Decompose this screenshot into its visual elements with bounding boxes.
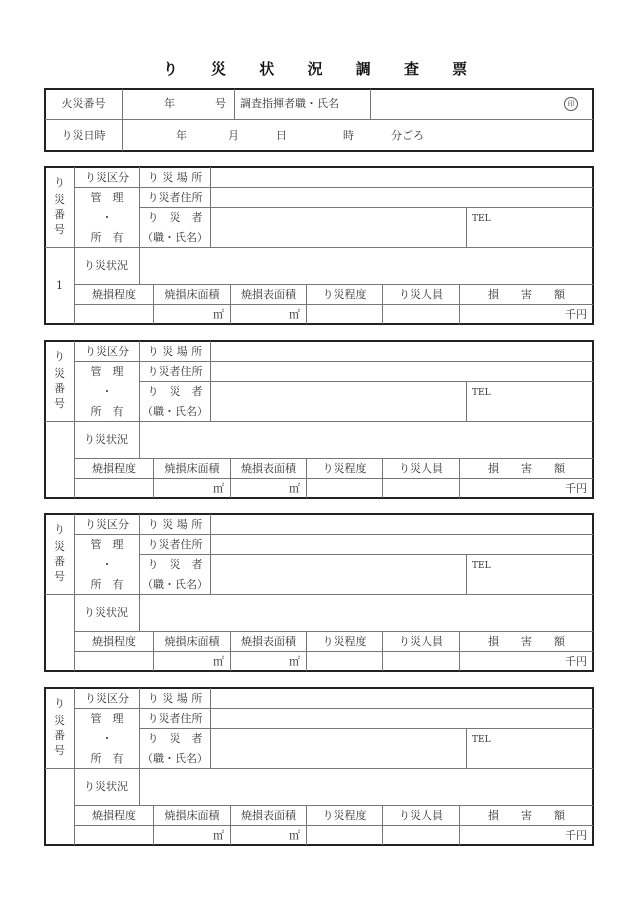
victim-label: り 災 者: [147, 211, 203, 224]
victim-field[interactable]: [211, 729, 466, 768]
situation-field[interactable]: [140, 595, 593, 631]
situation-label: り災状況: [84, 259, 128, 272]
victim-sub-label: （職・氏名）: [142, 578, 208, 591]
unit-m2: ㎡: [289, 308, 300, 321]
col-floor-area: 焼損床面積: [164, 462, 220, 475]
tel-field[interactable]: [467, 555, 593, 594]
tel-label: TEL: [472, 214, 491, 224]
page-title: り 災 状 況 調 査 票: [162, 60, 482, 78]
category-label: り災区分: [85, 692, 129, 705]
tel-field[interactable]: [467, 382, 593, 421]
side-title-char: り: [54, 523, 65, 536]
casualties-field[interactable]: [383, 826, 459, 845]
col-casualties: り災人員: [399, 288, 443, 301]
situation-label: り災状況: [84, 780, 128, 793]
unit-m2: ㎡: [213, 829, 224, 842]
victim-field[interactable]: [211, 382, 466, 421]
unit-m2: ㎡: [213, 655, 224, 668]
situation-field[interactable]: [140, 769, 593, 805]
address-label: り災者住所: [147, 712, 203, 725]
col-burn-degree: 焼損程度: [92, 462, 136, 475]
category-label: り災区分: [85, 518, 129, 531]
damage-degree-field[interactable]: [307, 652, 382, 671]
address-field[interactable]: [211, 709, 593, 728]
situation-label: り災状況: [84, 433, 128, 446]
col-burn-degree: 焼損程度: [92, 809, 136, 822]
category-label: り災区分: [85, 345, 129, 358]
col-surface-area: 焼損表面積: [241, 288, 296, 301]
location-field[interactable]: [211, 688, 593, 708]
dt-month: 月: [228, 129, 239, 142]
col-damage-amount: 損 害 額: [488, 462, 565, 475]
situation-field[interactable]: [140, 248, 593, 284]
unit-kyen: 千円: [565, 482, 587, 495]
col-casualties: り災人員: [399, 809, 443, 822]
address-field[interactable]: [211, 535, 593, 554]
disaster-datetime-label: り災日時: [61, 129, 106, 142]
unit-kyen: 千円: [565, 308, 587, 321]
damage-degree-field[interactable]: [307, 479, 382, 498]
side-title-char: り: [54, 176, 65, 189]
dt-year: 年: [176, 129, 187, 142]
side-title-char: 災: [54, 714, 65, 727]
tel-label: TEL: [472, 561, 491, 571]
unit-kyen: 千円: [565, 655, 587, 668]
divider: [234, 89, 235, 119]
side-title-char: 災: [54, 367, 65, 380]
col-damage-degree: り災程度: [322, 809, 367, 822]
record-block: [0, 687, 630, 847]
side-title-char: 号: [54, 397, 65, 410]
col-casualties: り災人員: [399, 635, 443, 648]
unit-kyen: 千円: [565, 829, 587, 842]
location-label: り 災 場 所: [147, 345, 203, 358]
side-title-char: り: [54, 350, 65, 363]
number-suffix: 号: [215, 97, 226, 110]
location-label: り 災 場 所: [147, 171, 203, 184]
tel-field[interactable]: [467, 208, 593, 247]
disaster-datetime-field[interactable]: [123, 120, 593, 151]
side-title-char: 番: [54, 555, 65, 568]
col-surface-area: 焼損表面積: [241, 462, 296, 475]
side-title-char: 号: [54, 223, 65, 236]
investigator-label: 調査指揮者職・氏名: [240, 97, 339, 110]
dt-day: 日: [276, 129, 287, 142]
investigator-field[interactable]: [371, 89, 561, 119]
divider: [74, 805, 593, 806]
col-damage-degree: り災程度: [322, 288, 367, 301]
col-floor-area: 焼損床面積: [164, 635, 220, 648]
dot-label: ・: [101, 558, 113, 571]
dot-label: ・: [101, 385, 113, 398]
ownership-label: 所 有: [90, 752, 124, 765]
side-title-char: 番: [54, 729, 65, 742]
ownership-label: 所 有: [90, 231, 124, 244]
col-damage-degree: り災程度: [322, 635, 367, 648]
side-title-char: 災: [54, 193, 65, 206]
record-block: [0, 340, 630, 500]
seal-icon: 印: [564, 97, 578, 111]
record-block: [0, 513, 630, 673]
dot-label: ・: [101, 211, 113, 224]
address-field[interactable]: [211, 362, 593, 381]
side-title-char: 号: [54, 744, 65, 757]
victim-label: り 災 者: [147, 385, 203, 398]
unit-m2: ㎡: [213, 308, 224, 321]
record-block: [0, 166, 630, 326]
side-title-char: 号: [54, 570, 65, 583]
situation-field[interactable]: [140, 422, 593, 458]
col-casualties: り災人員: [399, 462, 443, 475]
management-label: 管 理: [90, 191, 124, 204]
dt-hour: 時: [343, 129, 354, 142]
management-label: 管 理: [90, 365, 124, 378]
address-field[interactable]: [211, 188, 593, 207]
location-field[interactable]: [211, 514, 593, 534]
tel-label: TEL: [472, 388, 491, 398]
address-label: り災者住所: [147, 365, 203, 378]
col-damage-amount: 損 害 額: [488, 288, 565, 301]
management-label: 管 理: [90, 712, 124, 725]
unit-m2: ㎡: [289, 655, 300, 668]
fire-number-label: 火災番号: [61, 97, 106, 110]
location-label: り 災 場 所: [147, 692, 203, 705]
victim-label: り 災 者: [147, 732, 203, 745]
ownership-label: 所 有: [90, 405, 124, 418]
burn-degree-field[interactable]: [75, 305, 153, 324]
casualties-field[interactable]: [383, 652, 459, 671]
address-label: り災者住所: [147, 538, 203, 551]
victim-sub-label: （職・氏名）: [142, 752, 208, 765]
category-label: り災区分: [85, 171, 129, 184]
unit-m2: ㎡: [289, 829, 300, 842]
side-title-char: り: [54, 697, 65, 710]
casualties-field[interactable]: [383, 479, 459, 498]
col-burn-degree: 焼損程度: [92, 635, 136, 648]
col-damage-amount: 損 害 額: [488, 809, 565, 822]
divider: [74, 631, 593, 632]
victim-label: り 災 者: [147, 558, 203, 571]
divider: [74, 458, 593, 459]
col-floor-area: 焼損床面積: [164, 809, 220, 822]
dt-minute: 分ごろ: [391, 129, 424, 142]
side-title-char: 番: [54, 208, 65, 221]
address-label: り災者住所: [147, 191, 203, 204]
year-label: 年: [164, 97, 175, 110]
casualties-field[interactable]: [383, 305, 459, 324]
unit-m2: ㎡: [213, 482, 224, 495]
location-field[interactable]: [211, 167, 593, 187]
victim-field[interactable]: [211, 555, 466, 594]
burn-degree-field[interactable]: [75, 652, 153, 671]
side-title-char: 災: [54, 540, 65, 553]
tel-label: TEL: [472, 735, 491, 745]
col-floor-area: 焼損床面積: [164, 288, 220, 301]
damage-degree-field[interactable]: [307, 305, 382, 324]
situation-label: り災状況: [84, 606, 128, 619]
dot-label: ・: [101, 732, 113, 745]
tel-field[interactable]: [467, 729, 593, 768]
divider: [74, 284, 593, 285]
col-burn-degree: 焼損程度: [92, 288, 136, 301]
unit-m2: ㎡: [289, 482, 300, 495]
management-label: 管 理: [90, 538, 124, 551]
burn-degree-field[interactable]: [75, 826, 153, 845]
record-number[interactable]: 1: [56, 279, 63, 292]
victim-sub-label: （職・氏名）: [142, 405, 208, 418]
location-field[interactable]: [211, 341, 593, 361]
ownership-label: 所 有: [90, 578, 124, 591]
col-surface-area: 焼損表面積: [241, 635, 296, 648]
col-damage-amount: 損 害 額: [488, 635, 565, 648]
col-surface-area: 焼損表面積: [241, 809, 296, 822]
side-title-char: 番: [54, 382, 65, 395]
damage-degree-field[interactable]: [307, 826, 382, 845]
victim-sub-label: （職・氏名）: [142, 231, 208, 244]
victim-field[interactable]: [211, 208, 466, 247]
location-label: り 災 場 所: [147, 518, 203, 531]
col-damage-degree: り災程度: [322, 462, 367, 475]
burn-degree-field[interactable]: [75, 479, 153, 498]
